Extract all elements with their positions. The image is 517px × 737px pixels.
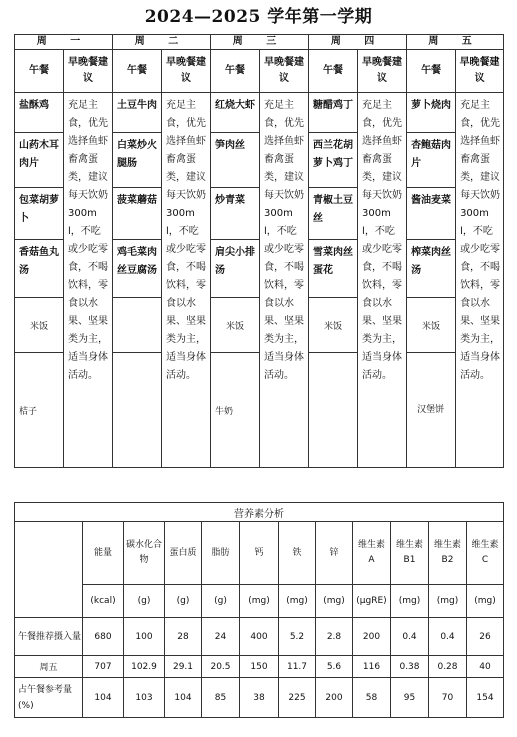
table-cell: 680 [83, 618, 124, 656]
nutrient-header: 钙 [240, 522, 279, 585]
nutrition-caption: 营养素分析 [15, 503, 504, 522]
unit-label: (kcal) [83, 585, 124, 618]
dish: 雪菜肉丝蛋花 [309, 240, 358, 298]
extra-food: 桔子 [15, 353, 64, 468]
dish: 酱油麦菜 [407, 188, 456, 240]
nutrient-header: 维生素A [353, 522, 391, 585]
table-cell: 0.4 [391, 618, 429, 656]
dish: 西兰花胡萝卜鸡丁 [309, 133, 358, 188]
table-cell: 102.9 [124, 656, 165, 678]
lunch-header: 午餐 [407, 50, 456, 93]
row-label: 占午餐参考量(%) [15, 678, 83, 718]
table-cell: 200 [353, 618, 391, 656]
row-label: 周五 [15, 656, 83, 678]
table-cell: 0.38 [391, 656, 429, 678]
dish: 山药木耳肉片 [15, 133, 64, 188]
unit-label: (g) [124, 585, 165, 618]
table-cell: 150 [240, 656, 279, 678]
unit-label: (g) [165, 585, 202, 618]
table-cell: 5.6 [316, 656, 353, 678]
table-cell: 24 [202, 618, 240, 656]
nutrient-header: 维生素B2 [429, 522, 467, 585]
table-cell: 11.7 [279, 656, 316, 678]
day-header-wed: 周 三 [211, 35, 309, 50]
nutrient-header: 维生素B1 [391, 522, 429, 585]
nutrient-header: 能量 [83, 522, 124, 585]
dish: 白菜炒火腿肠 [113, 133, 162, 188]
dish: 土豆牛肉 [113, 93, 162, 133]
table-cell: 225 [279, 678, 316, 718]
day-header-mon: 周 一 [15, 35, 113, 50]
table-cell: 103 [124, 678, 165, 718]
advice-header: 早晚餐建议 [260, 50, 309, 93]
nutrient-header: 碳水化合物 [124, 522, 165, 585]
staple-food: 米饭 [309, 298, 358, 353]
table-cell: 20.5 [202, 656, 240, 678]
staple-food: 米饭 [15, 298, 64, 353]
dish: 肩尖小排汤 [211, 240, 260, 298]
meal-advice: 充足主食，优先选择鱼虾畜禽蛋类，建议每天饮奶300ml，不吃或少吃零食，不喝饮料，零食以水果、坚果类为主，适当身体活动。 [260, 93, 309, 468]
dish: 鸡毛菜肉丝豆腐汤 [113, 240, 162, 298]
table-cell: 100 [124, 618, 165, 656]
advice-header: 早晚餐建议 [162, 50, 211, 93]
table-cell: 26 [467, 618, 504, 656]
table-cell: 95 [391, 678, 429, 718]
row-label: 午餐推荐摄入量 [15, 618, 83, 656]
advice-header: 早晚餐建议 [64, 50, 113, 93]
advice-header: 早晚餐建议 [358, 50, 407, 93]
table-cell: 70 [429, 678, 467, 718]
extra-food [309, 353, 358, 468]
nutrient-header: 蛋白质 [165, 522, 202, 585]
lunch-header: 午餐 [15, 50, 64, 93]
staple-food: 米饭 [211, 298, 260, 353]
empty-corner-cell [15, 522, 83, 618]
nutrient-header: 脂肪 [202, 522, 240, 585]
table-cell: 58 [353, 678, 391, 718]
page-title: 2024—2025 学年第一学期 [144, 7, 373, 27]
meal-advice: 充足主食，优先选择鱼虾畜禽蛋类，建议每天饮奶300ml，不吃或少吃零食，不喝饮料，零食以水果、坚果类为主，适当身体活动。 [358, 93, 407, 468]
dish: 青椒土豆丝 [309, 188, 358, 240]
dish: 萝卜烧肉 [407, 93, 456, 133]
staple-food [113, 298, 162, 353]
nutrition-analysis-table [14, 502, 504, 718]
table-cell: 707 [83, 656, 124, 678]
table-cell: 2.8 [316, 618, 353, 656]
staple-food: 米饭 [407, 298, 456, 353]
meal-advice: 充足主食，优先选择鱼虾畜禽蛋类，建议每天饮奶300ml，不吃或少吃零食，不喝饮料，零食以水果、坚果类为主，适当身体活动。 [64, 93, 113, 468]
table-cell: 40 [467, 656, 504, 678]
unit-label: (mg) [429, 585, 467, 618]
nutrient-header: 锌 [316, 522, 353, 585]
table-cell: 154 [467, 678, 504, 718]
lunch-header: 午餐 [113, 50, 162, 93]
table-cell: 104 [83, 678, 124, 718]
dish: 糖醋鸡丁 [309, 93, 358, 133]
dish: 榨菜肉丝汤 [407, 240, 456, 298]
unit-label: (mg) [279, 585, 316, 618]
day-header-thu: 周 四 [309, 35, 407, 50]
dish: 炒青菜 [211, 188, 260, 240]
table-cell: 400 [240, 618, 279, 656]
nutrient-header: 维生素C [467, 522, 504, 585]
dish: 红烧大虾 [211, 93, 260, 133]
extra-food [113, 353, 162, 468]
unit-label: (mg) [391, 585, 429, 618]
nutrient-header: 铁 [279, 522, 316, 585]
unit-label: (mg) [316, 585, 353, 618]
unit-label: (mg) [467, 585, 504, 618]
table-cell: 0.28 [429, 656, 467, 678]
lunch-header: 午餐 [309, 50, 358, 93]
table-cell: 104 [165, 678, 202, 718]
table-cell: 28 [165, 618, 202, 656]
weekly-menu-table [14, 34, 504, 468]
unit-label: (mg) [240, 585, 279, 618]
table-cell: 29.1 [165, 656, 202, 678]
dish: 杏鲍菇肉片 [407, 133, 456, 188]
dish: 香菇鱼丸汤 [15, 240, 64, 298]
extra-food: 汉堡饼 [407, 353, 456, 468]
table-cell: 116 [353, 656, 391, 678]
day-header-fri: 周 五 [407, 35, 504, 50]
meal-advice: 充足主食，优先选择鱼虾畜禽蛋类，建议每天饮奶300ml，不吃或少吃零食，不喝饮料，零食以水果、坚果类为主，适当身体活动。 [162, 93, 211, 468]
meal-advice: 充足主食，优先选择鱼虾畜禽蛋类，建议每天饮奶300ml，不吃或少吃零食，不喝饮料，零食以水果、坚果类为主，适当身体活动。 [456, 93, 504, 468]
unit-label: (g) [202, 585, 240, 618]
table-cell: 200 [316, 678, 353, 718]
table-cell: 85 [202, 678, 240, 718]
dish: 盐酥鸡 [15, 93, 64, 133]
unit-label: (μgRE) [353, 585, 391, 618]
table-cell: 0.4 [429, 618, 467, 656]
advice-header: 早晚餐建议 [456, 50, 504, 93]
extra-food: 牛奶 [211, 353, 260, 468]
dish: 菠菜蘑菇 [113, 188, 162, 240]
lunch-header: 午餐 [211, 50, 260, 93]
dish: 笋肉丝 [211, 133, 260, 188]
day-header-tue: 周 二 [113, 35, 211, 50]
table-cell: 38 [240, 678, 279, 718]
dish: 包菜胡萝卜 [15, 188, 64, 240]
table-cell: 5.2 [279, 618, 316, 656]
